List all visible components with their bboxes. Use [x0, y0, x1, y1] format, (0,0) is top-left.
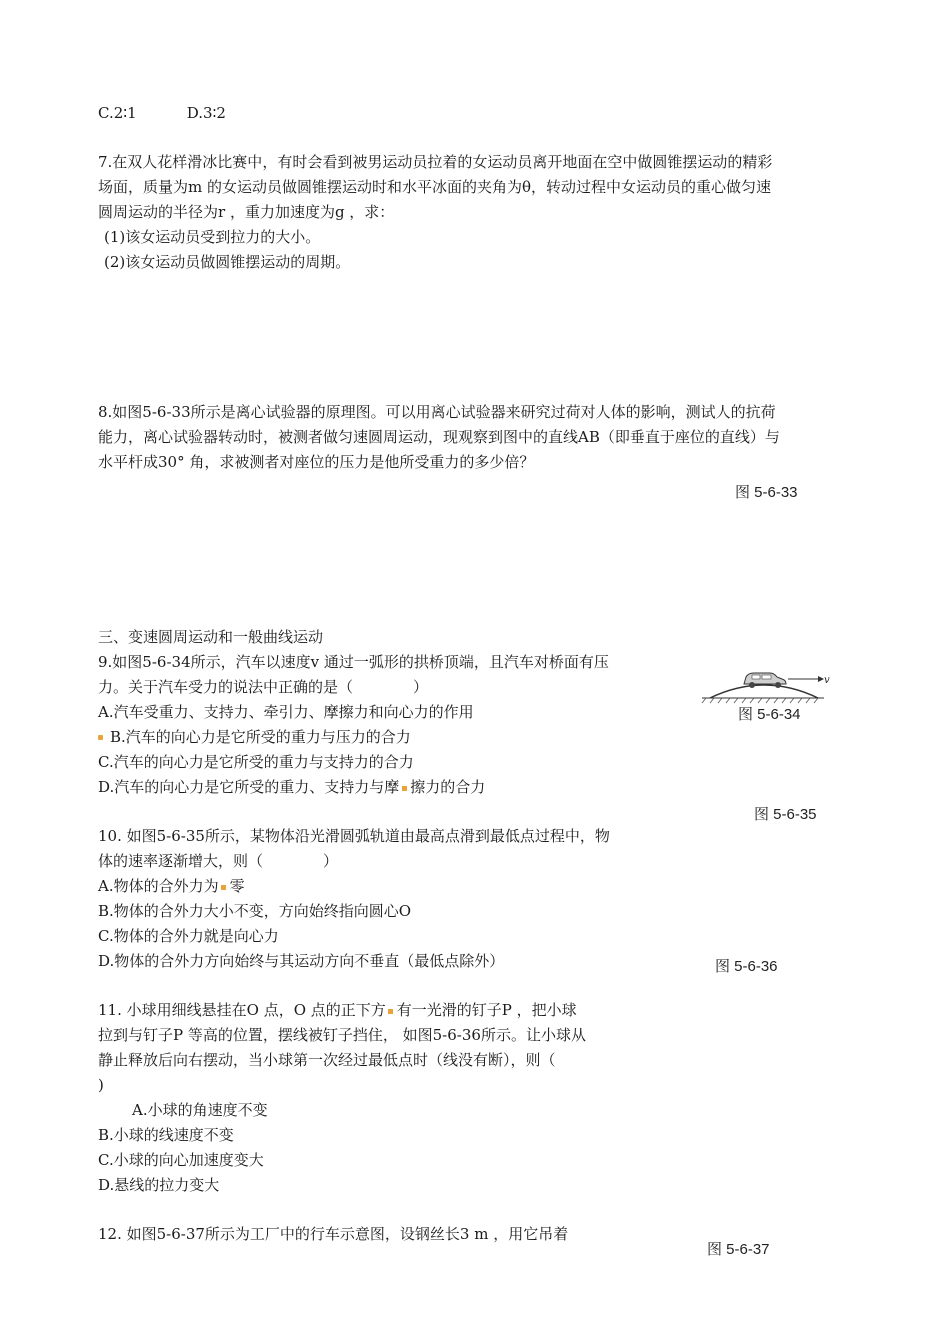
highlight-mark — [402, 786, 407, 791]
q9-option-a: A.汽车受重力、支持力、牵引力、摩擦力和向心力的作用 — [98, 703, 474, 721]
q7-line-1: 7.在双人花样滑冰比赛中，有时会看到被男运动员拉着的女运动员离开地面在空中做圆锥摆运动的精彩 — [98, 153, 773, 171]
answer-choices-top — [98, 103, 226, 123]
q11-line-3: 静止释放后向右摆动，当小球第一次经过最低点时（线没有断），则（ — [98, 1051, 556, 1069]
q8-line-2: 能力，离心试验器转动时，被测者做匀速圆周运动，现观察到图中的直线AB（即垂直于座位的直线）与 — [98, 428, 780, 446]
q10-option-a — [98, 876, 245, 896]
q11-option-c: C.小球的向心加速度变大 — [98, 1151, 264, 1169]
highlight-mark — [388, 1009, 393, 1014]
q11-line-2: 拉到与钉子P 等高的位置，摆线被钉子挡住， 如图5-6-36所示。让小球从 — [98, 1026, 586, 1044]
q12-line-1: 12. 如图5-6-37所示为工厂中的行车示意图，设钢丝长3 m ，用它吊着 — [98, 1225, 569, 1243]
figure-caption-5-6-34: 图 5-6-34 — [738, 706, 801, 723]
q10-line-2: 体的速率逐渐增大，则（ ） — [98, 852, 339, 870]
q9-line-1: 9.如图5-6-34所示，汽车以速度v 通过一弧形的拱桥顶端，且汽车对桥面有压 — [98, 653, 609, 671]
q10-option-d: D.物体的合外力方向始终与其运动方向不垂直（最低点除外） — [98, 952, 505, 970]
q10-option-c: C.物体的合外力就是向心力 — [98, 927, 279, 945]
q10-option-a-part-2: 零 — [229, 877, 245, 895]
q9-option-d-part-2: 擦力的合力 — [410, 778, 486, 796]
q11-line-4: ) — [98, 1076, 104, 1094]
q9-option-d — [98, 777, 485, 797]
q9-option-b: B.汽车的向心力是它所受的重力与压力的合力 — [110, 728, 411, 746]
q10-option-a-part-1: A.物体的合外力为 — [98, 877, 219, 895]
choice-c: C.2∶1 — [98, 104, 137, 122]
highlight-mark — [221, 885, 226, 890]
velocity-label: v — [824, 675, 830, 686]
q11-option-d: D.悬线的拉力变大 — [98, 1176, 220, 1194]
figure-caption-5-6-36: 图 5-6-36 — [715, 958, 778, 975]
q8-line-1: 8.如图5-6-33所示是离心试验器的原理图。可以用离心试验器来研究过荷对人体的影响，测试人的抗荷 — [98, 403, 776, 421]
figure-caption-5-6-37: 图 5-6-37 — [707, 1241, 770, 1258]
q9-option-d-part-1: D.汽车的向心力是它所受的重力、支持力与摩 — [98, 778, 400, 796]
q11-line-1-part-2: 有一光滑的钉子P ，把小球 — [396, 1001, 577, 1019]
choice-d: D.3∶2 — [186, 104, 226, 122]
q10-option-b: B.物体的合外力大小不变，方向始终指向圆心O — [98, 902, 412, 920]
q11-option-a: A.小球的角速度不变 — [132, 1101, 268, 1119]
q8-line-3: 水平杆成30° 角，求被测者对座位的压力是他所受重力的多少倍？ — [98, 453, 535, 471]
q7-line-2: 场面，质量为m 的女运动员做圆锥摆运动时和水平冰面的夹角为θ，转动过程中女运动员的重心做匀速 — [98, 178, 772, 196]
q11-option-b: B.小球的线速度不变 — [98, 1126, 234, 1144]
bridge-arc — [710, 685, 818, 698]
highlight-mark — [98, 735, 103, 740]
q9-option-c: C.汽车的向心力是它所受的重力与支持力的合力 — [98, 753, 414, 771]
q7-subquestion-2: (2)该女运动员做圆锥摆运动的周期。 — [104, 253, 351, 271]
q9-line-2: 力。关于汽车受力的说法中正确的是（ ） — [98, 678, 429, 696]
q11-line-1-part-1: 11. 小球用细线悬挂在O 点，O 点的正下方 — [98, 1001, 386, 1019]
car-icon — [744, 673, 786, 688]
q10-line-1: 10. 如图5-6-35所示，某物体沿光滑圆弧轨道由最高点滑到最低点过程中，物 — [98, 827, 610, 845]
q7-subquestion-1: (1)该女运动员受到拉力的大小。 — [104, 228, 321, 246]
figure-caption-5-6-33: 图 5-6-33 — [735, 484, 798, 501]
car-on-bridge-figure — [700, 658, 830, 704]
figure-caption-5-6-35: 图 5-6-35 — [754, 806, 817, 823]
q11-line-1 — [98, 1000, 577, 1020]
section-heading: 三、变速圆周运动和一般曲线运动 — [98, 628, 324, 646]
q7-line-3: 圆周运动的半径为r ，重力加速度为g ，求： — [98, 203, 395, 221]
